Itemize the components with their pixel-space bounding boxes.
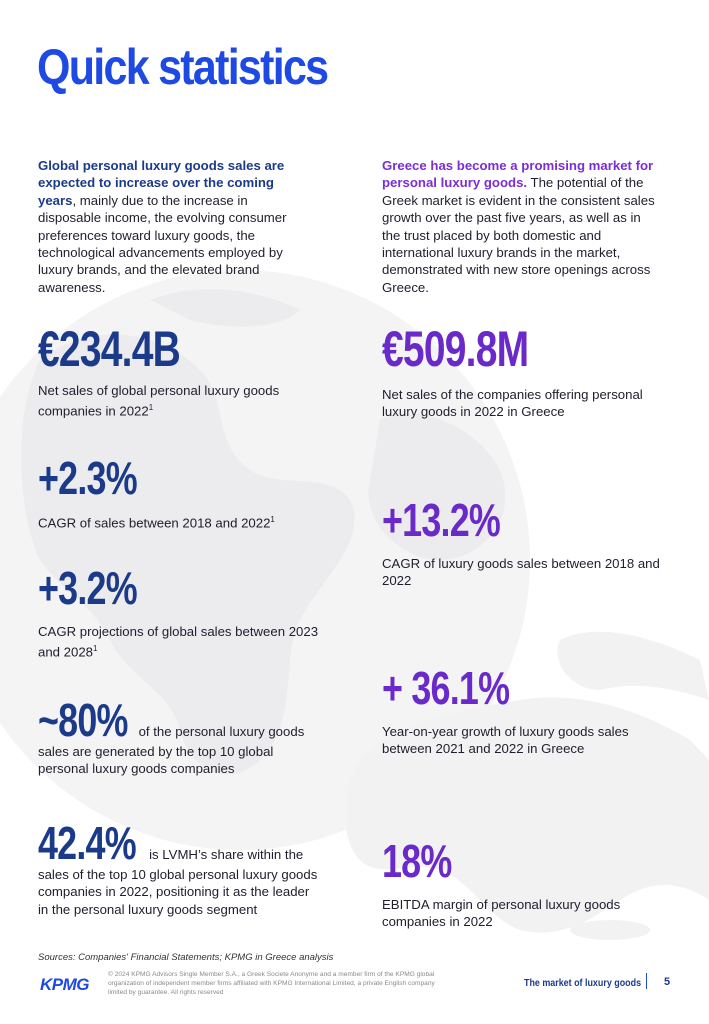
stat-top10-share <box>38 694 323 778</box>
stat-description: Net sales of the companies offering personal luxury goods in 2022 in Greece <box>382 387 643 420</box>
intro-greece-body: The potential of the Greek market is evident in the consistent sales growth over the past five years, as well as in the trust placed by both domestic and international luxury brands in the market, demonstrated with new store openings across Greece. <box>382 175 655 295</box>
footer-copyright: © 2024 KPMG Advisors Single Member S.A., a Greek Societe Anonyme and a member firm of the KPMG global organization of independent member firms affiliated with KPMG International Limited, a private English company limited by guarantee. All rights reserved <box>108 971 435 996</box>
intro-global-paragraph <box>38 157 313 296</box>
intro-global-body: , mainly due to the increase in disposable income, the evolving consumer preferences toward luxury goods, the technological advancements employed by luxury brands, and the elevated brand awareness. <box>38 192 287 295</box>
stat-value: +2.3% <box>38 452 137 504</box>
stat-value: +13.2% <box>382 494 501 546</box>
stat-value: 18% <box>382 835 452 887</box>
stat-global-cagr-2018-2022 <box>38 452 328 532</box>
stat-description-text: CAGR of sales between 2018 and 2022 <box>38 515 271 531</box>
stat-greece-net-sales <box>382 321 672 421</box>
stat-description: Year-on-year growth of luxury goods sales between 2021 and 2022 in Greece <box>382 724 629 757</box>
stat-value: +3.2% <box>38 562 137 614</box>
stat-greece-yoy-growth <box>382 662 672 758</box>
stat-greece-cagr <box>382 494 672 590</box>
stat-description: CAGR of luxury goods sales between 2018 and 2022 <box>382 556 660 589</box>
stat-global-cagr-projection <box>38 562 328 661</box>
stat-description-text: Net sales of global personal luxury goods companies in 2022 <box>38 383 280 419</box>
footnote-marker: 1 <box>148 403 154 413</box>
footnote-marker: 1 <box>270 515 275 524</box>
stat-description: EBITDA margin of personal luxury goods companies in 2022 <box>382 897 621 930</box>
stat-description: of the personal luxury goods sales are generated by the top 10 global personal luxury goods companies <box>38 724 305 777</box>
stat-value: 42.4% <box>38 817 136 869</box>
intro-greece-lead: Greece has become a promising market for personal luxury goods. <box>382 158 654 191</box>
page-title: Quick statistics <box>37 39 328 95</box>
stat-value: ~80% <box>38 694 128 746</box>
stat-description-text: CAGR projections of global sales between 2023 and 2028 <box>38 624 319 660</box>
stat-value: + 36.1% <box>382 662 510 714</box>
intro-global-lead: Global personal luxury goods sales are expected to increase over the coming years <box>38 158 285 208</box>
stat-description: is LVMH’s share within the sales of the top 10 global personal luxury goods companies in 2022, positioning it as the leader in the personal luxury goods segment <box>38 847 318 917</box>
intro-greece-paragraph <box>382 157 657 296</box>
stat-description <box>38 382 328 420</box>
stat-value: €234.4B <box>38 321 180 377</box>
stat-global-net-sales <box>38 321 328 420</box>
stat-description <box>38 623 328 661</box>
stat-value: €509.8M <box>382 321 529 377</box>
footnote-marker: 1 <box>93 644 98 654</box>
page-number: 5 <box>664 976 671 988</box>
kpmg-logo: KPMG <box>40 975 89 994</box>
footer-divider <box>646 973 647 989</box>
stat-description <box>38 511 328 532</box>
stat-greece-ebitda-margin <box>382 835 672 931</box>
sources-note: Sources: Companies' Financial Statements; KPMG in Greece analysis <box>38 952 334 963</box>
footer-document-title: The market of luxury goods <box>524 977 642 989</box>
stat-lvmh-share <box>38 817 323 918</box>
